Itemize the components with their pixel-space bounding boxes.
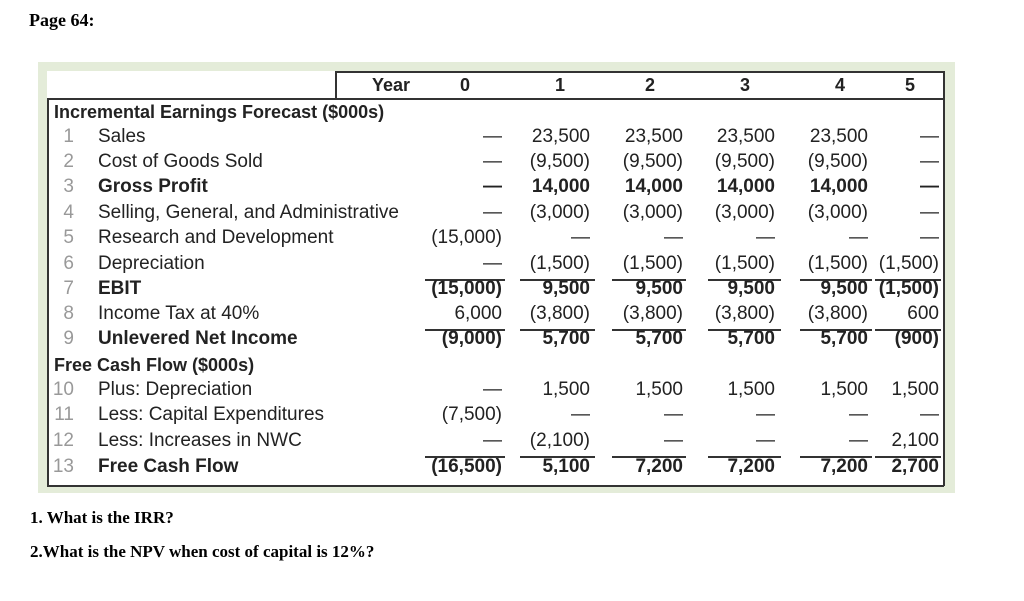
table-cell-year-4: — xyxy=(849,404,868,425)
table-cell-year-1: 1,500 xyxy=(542,379,590,400)
year-cell-left-rule xyxy=(335,71,337,99)
table-cell-year-3: 7,200 xyxy=(727,456,775,477)
table-cell-year-2: 5,700 xyxy=(635,328,683,349)
table-cell-year-3: 5,700 xyxy=(727,328,775,349)
table-cell-year-3: 14,000 xyxy=(716,176,775,197)
table-cell-year-3: (9,500) xyxy=(714,151,775,172)
year-header-5: 5 xyxy=(904,75,915,95)
table-cell-year-2: 14,000 xyxy=(624,176,683,197)
table-right-rule xyxy=(943,71,945,486)
page-label: Page 64: xyxy=(29,10,95,30)
table-cell-year-5: 2,700 xyxy=(891,456,939,477)
table-cell-year-3: 9,500 xyxy=(727,278,775,299)
table-cell-year-1: 14,000 xyxy=(531,176,590,197)
row-number: 8 xyxy=(63,303,74,324)
row-label: Income Tax at 40% xyxy=(98,303,260,324)
row-label: EBIT xyxy=(98,278,142,299)
year-header-0: 0 xyxy=(459,75,470,95)
table-cell-year-3: — xyxy=(756,430,775,451)
row-number: 1 xyxy=(63,126,74,147)
table-cell-year-3: 1,500 xyxy=(727,379,775,400)
table-cell-year-5: — xyxy=(920,404,939,425)
table-cell-year-2: 9,500 xyxy=(635,278,683,299)
row-label: Gross Profit xyxy=(98,176,208,197)
table-cell-year-5: — xyxy=(920,227,939,248)
table-cell-year-0: — xyxy=(483,126,502,147)
table-cell-year-4: 7,200 xyxy=(820,456,868,477)
row-number: 13 xyxy=(52,456,74,477)
row-number: 3 xyxy=(63,176,74,197)
year-label: Year xyxy=(372,75,411,95)
table-cell-year-2: 1,500 xyxy=(635,379,683,400)
table-cell-year-3: (1,500) xyxy=(714,253,775,274)
table-cell-year-0: (15,000) xyxy=(431,278,502,299)
table-cell-year-2: — xyxy=(664,430,683,451)
row-label: Unlevered Net Income xyxy=(98,328,298,349)
table-cell-year-0: — xyxy=(483,176,502,197)
row-number: 11 xyxy=(54,404,74,425)
table-cell-year-1: — xyxy=(571,404,590,425)
table-cell-year-1: 5,100 xyxy=(542,456,590,477)
table-cell-year-0: 6,000 xyxy=(454,303,502,324)
table-cell-year-2: (1,500) xyxy=(622,253,683,274)
table-cell-year-0: (16,500) xyxy=(431,456,502,477)
row-number: 7 xyxy=(63,278,74,299)
table-cell-year-3: — xyxy=(756,404,775,425)
row-number: 4 xyxy=(63,202,74,223)
table-cell-year-1: 9,500 xyxy=(542,278,590,299)
table-cell-year-1: (1,500) xyxy=(529,253,590,274)
table-cell-year-3: (3,800) xyxy=(714,303,775,324)
table-cell-year-0: — xyxy=(483,151,502,172)
row-number: 12 xyxy=(52,430,74,451)
row-label: Depreciation xyxy=(98,253,205,274)
section-title-fcf: Free Cash Flow ($000s) xyxy=(54,355,255,375)
table-cell-year-0: (9,000) xyxy=(441,328,502,349)
table-cell-year-5: 2,100 xyxy=(891,430,939,451)
table-cell-year-4: 1,500 xyxy=(820,379,868,400)
question-irr: 1. What is the IRR? xyxy=(30,508,174,527)
table-cell-year-1: — xyxy=(571,227,590,248)
table-cell-year-5: (1,500) xyxy=(878,278,939,299)
table-cell-year-3: 23,500 xyxy=(716,126,775,147)
table-cell-year-5: 600 xyxy=(907,303,939,324)
section-title-earnings: Incremental Earnings Forecast ($000s) xyxy=(54,102,385,122)
table-cell-year-4: 5,700 xyxy=(820,328,868,349)
table-cell-year-2: — xyxy=(664,227,683,248)
table-cell-year-4: (3,000) xyxy=(807,202,868,223)
row-number: 9 xyxy=(63,328,74,349)
table-cell-year-1: (3,800) xyxy=(529,303,590,324)
table-cell-year-0: (15,000) xyxy=(431,227,502,248)
table-cell-year-4: 14,000 xyxy=(809,176,868,197)
year-header-4: 4 xyxy=(834,75,845,95)
row-number: 2 xyxy=(63,151,74,172)
row-label: Less: Increases in NWC xyxy=(98,430,302,451)
row-number: 5 xyxy=(63,227,74,248)
table-cell-year-5: — xyxy=(920,126,939,147)
row-label: Cost of Goods Sold xyxy=(98,151,263,172)
table-cell-year-5: (900) xyxy=(894,328,939,349)
table-cell-year-0: (7,500) xyxy=(441,404,502,425)
table-cell-year-2: (3,800) xyxy=(622,303,683,324)
table-cell-year-1: (3,000) xyxy=(529,202,590,223)
table-cell-year-1: 23,500 xyxy=(531,126,590,147)
table-cell-year-2: 7,200 xyxy=(635,456,683,477)
table-cell-year-5: — xyxy=(920,202,939,223)
table-cell-year-4: (9,500) xyxy=(807,151,868,172)
table-cell-year-4: 9,500 xyxy=(820,278,868,299)
table-cell-year-1: (9,500) xyxy=(529,151,590,172)
table-cell-year-2: (3,000) xyxy=(622,202,683,223)
table-cell-year-1: 5,700 xyxy=(542,328,590,349)
year-header-3: 3 xyxy=(739,75,750,95)
table-cell-year-4: — xyxy=(849,227,868,248)
table-cell-year-1: (2,100) xyxy=(529,430,590,451)
table-cell-year-5: — xyxy=(920,151,939,172)
row-label: Less: Capital Expenditures xyxy=(98,404,325,425)
table-cell-year-4: (3,800) xyxy=(807,303,868,324)
row-label: Free Cash Flow xyxy=(98,456,239,477)
table-cell-year-5: 1,500 xyxy=(891,379,939,400)
table-cell-year-5: (1,500) xyxy=(878,253,939,274)
row-label: Plus: Depreciation xyxy=(98,379,253,400)
row-number: 6 xyxy=(63,253,74,274)
year-header-1: 1 xyxy=(554,75,565,95)
table-cell-year-0: — xyxy=(483,430,502,451)
table-cell-year-2: — xyxy=(664,404,683,425)
table-cell-year-4: — xyxy=(849,430,868,451)
question-npv: 2.What is the NPV when cost of capital is 12%? xyxy=(30,542,375,561)
table-cell-year-4: 23,500 xyxy=(809,126,868,147)
row-label: Sales xyxy=(98,126,146,147)
table-cell-year-0: — xyxy=(483,202,502,223)
table-cell-year-2: (9,500) xyxy=(622,151,683,172)
row-label: Research and Development xyxy=(98,227,334,248)
table-cell-year-3: — xyxy=(756,227,775,248)
year-header-2: 2 xyxy=(644,75,655,95)
row-number: 10 xyxy=(52,379,74,400)
table-cell-year-4: (1,500) xyxy=(807,253,868,274)
row-label: Selling, General, and Administrative xyxy=(98,202,399,223)
table-bottom-rule xyxy=(47,485,944,487)
table-cell-year-2: 23,500 xyxy=(624,126,683,147)
table-cell-year-0: — xyxy=(483,379,502,400)
table-cell-year-5: — xyxy=(920,176,939,197)
table-cell-year-0: — xyxy=(483,253,502,274)
table-cell-year-3: (3,000) xyxy=(714,202,775,223)
